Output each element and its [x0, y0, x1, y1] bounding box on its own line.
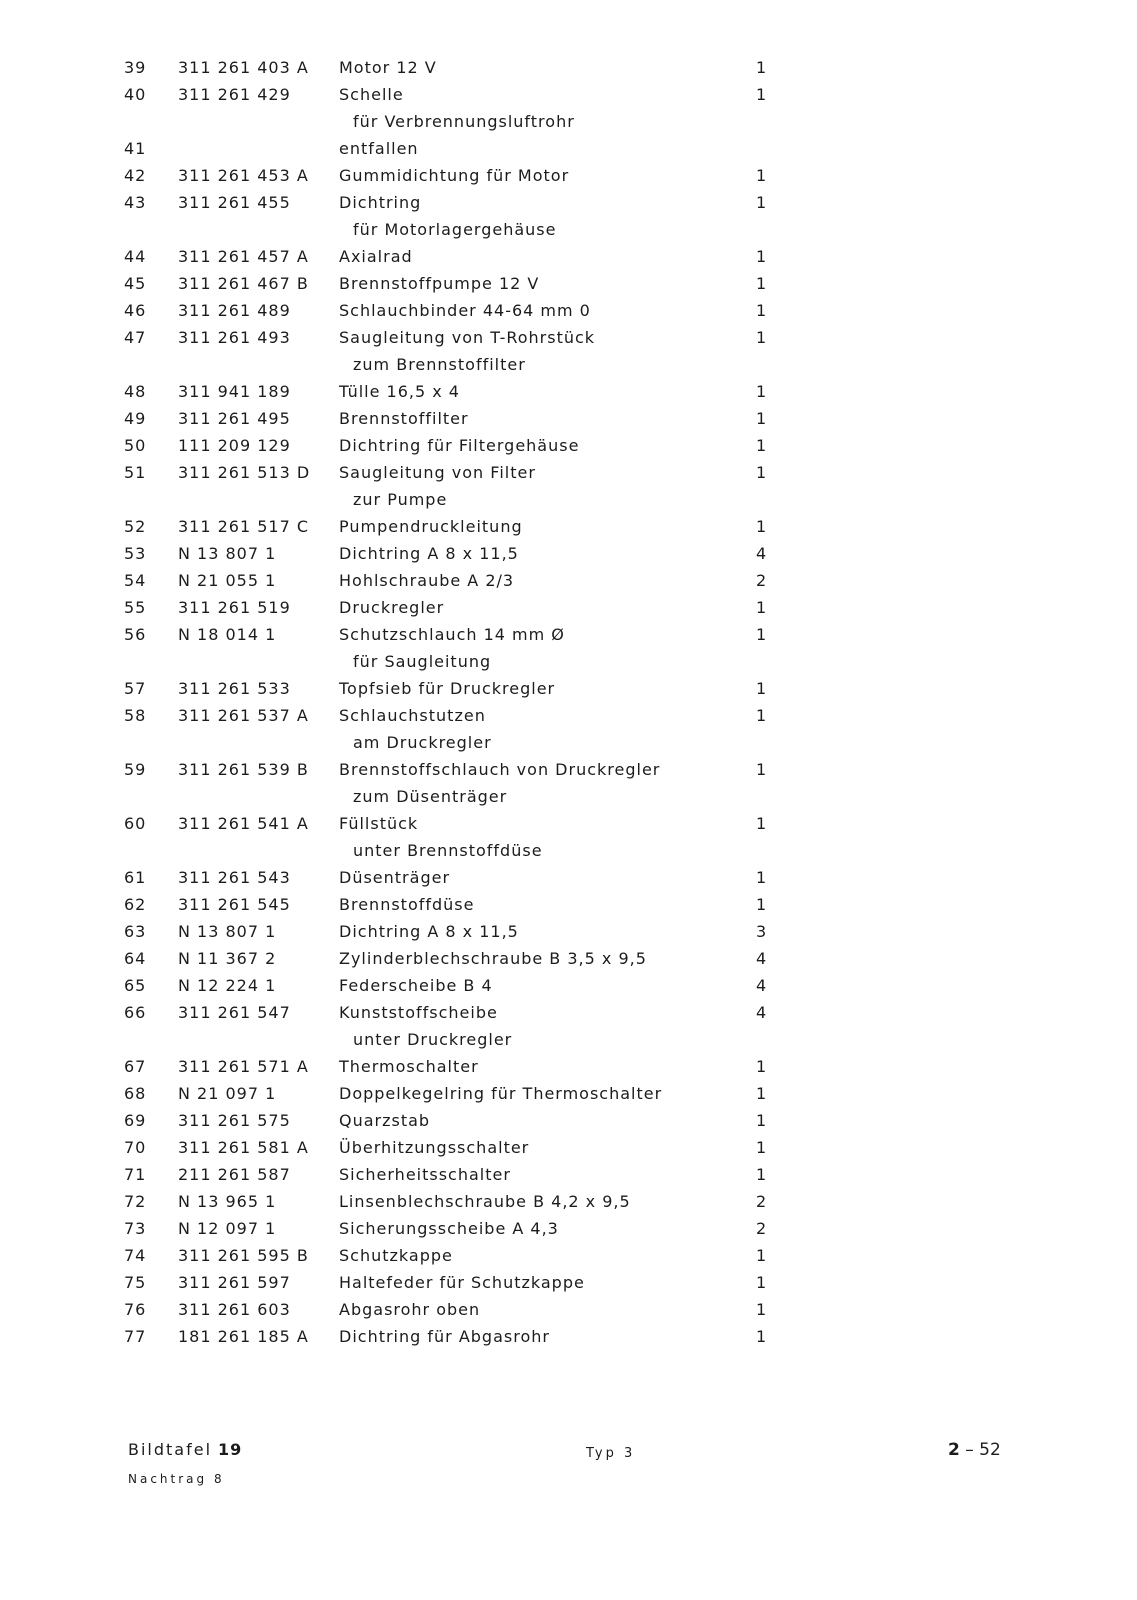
description: Haltefeder für Schutzkappe [339, 1273, 585, 1292]
quantity: 1 [756, 706, 768, 725]
description: zur Pumpe [353, 490, 448, 509]
plate-label: Bildtafel [128, 1440, 213, 1459]
list-item-continuation [0, 649, 1137, 676]
list-item [0, 1189, 1137, 1216]
position-number: 70 [124, 1138, 147, 1157]
list-item [0, 1243, 1137, 1270]
quantity: 2 [756, 1192, 768, 1211]
description: Düsenträger [339, 868, 451, 887]
description: Brennstoffilter [339, 409, 469, 428]
quantity: 1 [756, 85, 768, 104]
quantity: 1 [756, 895, 768, 914]
page-section: 2 [948, 1440, 960, 1460]
part-number: 311 261 513 D [178, 463, 311, 482]
position-number: 45 [124, 274, 147, 293]
list-item [0, 1324, 1137, 1351]
part-number: N 13 965 1 [178, 1192, 277, 1211]
list-item [0, 136, 1137, 163]
quantity: 1 [756, 301, 768, 320]
list-item [0, 514, 1137, 541]
part-number: 211 261 587 [178, 1165, 291, 1184]
list-item [0, 919, 1137, 946]
list-item [0, 703, 1137, 730]
list-item [0, 676, 1137, 703]
position-number: 59 [124, 760, 147, 779]
description: unter Brennstoffdüse [353, 841, 543, 860]
part-number: 311 261 533 [178, 679, 291, 698]
list-item [0, 595, 1137, 622]
position-number: 40 [124, 85, 147, 104]
part-number: 111 209 129 [178, 436, 291, 455]
part-number: 311 261 429 [178, 85, 291, 104]
type-label: Typ 3 [586, 1446, 636, 1461]
plate-number: 19 [218, 1440, 243, 1459]
list-item [0, 433, 1137, 460]
description: Pumpendruckleitung [339, 517, 523, 536]
quantity: 1 [756, 625, 768, 644]
page-dash: – [965, 1440, 974, 1460]
position-number: 63 [124, 922, 147, 941]
quantity: 1 [756, 1138, 768, 1157]
description: Saugleitung von T-Rohrstück [339, 328, 596, 347]
quantity: 4 [756, 949, 768, 968]
position-number: 68 [124, 1084, 147, 1103]
list-item [0, 1135, 1137, 1162]
description: Dichtring A 8 x 11,5 [339, 922, 519, 941]
part-number: 311 261 495 [178, 409, 291, 428]
position-number: 51 [124, 463, 147, 482]
quantity: 4 [756, 544, 768, 563]
quantity: 2 [756, 571, 768, 590]
quantity: 1 [756, 1084, 768, 1103]
quantity: 3 [756, 922, 768, 941]
description: Doppelkegelring für Thermoschalter [339, 1084, 663, 1103]
position-number: 42 [124, 166, 147, 185]
position-number: 49 [124, 409, 147, 428]
part-number: 311 261 453 A [178, 166, 309, 185]
list-item [0, 379, 1137, 406]
list-item [0, 271, 1137, 298]
part-number: 311 261 575 [178, 1111, 291, 1130]
position-number: 52 [124, 517, 147, 536]
position-number: 76 [124, 1300, 147, 1319]
part-number: 311 941 189 [178, 382, 291, 401]
description: Quarzstab [339, 1111, 431, 1130]
description: Dichtring A 8 x 11,5 [339, 544, 519, 563]
position-number: 46 [124, 301, 147, 320]
part-number: 311 261 539 B [178, 760, 309, 779]
description: Federscheibe B 4 [339, 976, 493, 995]
quantity: 1 [756, 58, 768, 77]
description: Abgasrohr oben [339, 1300, 481, 1319]
position-number: 64 [124, 949, 147, 968]
part-number: 181 261 185 A [178, 1327, 309, 1346]
quantity: 1 [756, 1111, 768, 1130]
position-number: 61 [124, 868, 147, 887]
list-item [0, 568, 1137, 595]
part-number: 311 261 603 [178, 1300, 291, 1319]
list-item [0, 1081, 1137, 1108]
part-number: 311 261 597 [178, 1273, 291, 1292]
list-item [0, 406, 1137, 433]
part-number: N 13 807 1 [178, 544, 277, 563]
position-number: 54 [124, 571, 147, 590]
list-item [0, 811, 1137, 838]
list-item [0, 325, 1137, 352]
part-number: N 12 224 1 [178, 976, 277, 995]
description: Gummidichtung für Motor [339, 166, 570, 185]
position-number: 66 [124, 1003, 147, 1022]
description: Dichtring [339, 193, 422, 212]
list-item-continuation [0, 838, 1137, 865]
quantity: 1 [756, 1327, 768, 1346]
list-item [0, 1054, 1137, 1081]
description: für Motorlagergehäuse [353, 220, 557, 239]
description: zum Brennstoffilter [353, 355, 526, 374]
list-item-continuation [0, 352, 1137, 379]
quantity: 1 [756, 1273, 768, 1292]
part-number: 311 261 403 A [178, 58, 309, 77]
page-number [948, 1440, 1001, 1460]
part-number: N 21 097 1 [178, 1084, 277, 1103]
list-item [0, 244, 1137, 271]
part-number: 311 261 519 [178, 598, 291, 617]
part-number: 311 261 489 [178, 301, 291, 320]
list-item-continuation [0, 109, 1137, 136]
part-number: N 12 097 1 [178, 1219, 277, 1238]
list-item [0, 946, 1137, 973]
position-number: 56 [124, 625, 147, 644]
position-number: 73 [124, 1219, 147, 1238]
description: Zylinderblechschraube B 3,5 x 9,5 [339, 949, 647, 968]
quantity: 1 [756, 1300, 768, 1319]
position-number: 50 [124, 436, 147, 455]
position-number: 69 [124, 1111, 147, 1130]
description: Brennstoffschlauch von Druckregler [339, 760, 661, 779]
description: Saugleitung von Filter [339, 463, 536, 482]
description: Schutzschlauch 14 mm Ø [339, 625, 565, 644]
position-number: 53 [124, 544, 147, 563]
description: Kunststoffscheibe [339, 1003, 498, 1022]
part-number: N 13 807 1 [178, 922, 277, 941]
quantity: 1 [756, 814, 768, 833]
plate-reference [128, 1440, 242, 1459]
part-number: N 11 367 2 [178, 949, 277, 968]
list-item [0, 55, 1137, 82]
quantity: 1 [756, 382, 768, 401]
description: Schelle [339, 85, 404, 104]
description: Motor 12 V [339, 58, 437, 77]
list-item [0, 757, 1137, 784]
quantity: 1 [756, 409, 768, 428]
quantity: 1 [756, 166, 768, 185]
position-number: 44 [124, 247, 147, 266]
quantity: 1 [756, 1165, 768, 1184]
description: Schlauchstutzen [339, 706, 486, 725]
position-number: 43 [124, 193, 147, 212]
quantity: 1 [756, 247, 768, 266]
description: Überhitzungsschalter [339, 1138, 530, 1157]
list-item [0, 892, 1137, 919]
list-item-continuation [0, 784, 1137, 811]
position-number: 77 [124, 1327, 147, 1346]
position-number: 47 [124, 328, 147, 347]
list-item [0, 1162, 1137, 1189]
part-number: 311 261 467 B [178, 274, 309, 293]
quantity: 1 [756, 868, 768, 887]
position-number: 41 [124, 139, 147, 158]
quantity: 1 [756, 274, 768, 293]
description: Dichtring für Filtergehäuse [339, 436, 580, 455]
part-number: 311 261 595 B [178, 1246, 309, 1265]
list-item [0, 1270, 1137, 1297]
parts-list [0, 55, 1137, 1351]
description: Sicherungsscheibe A 4,3 [339, 1219, 559, 1238]
part-number: 311 261 571 A [178, 1057, 309, 1076]
list-item [0, 460, 1137, 487]
part-number: 311 261 543 [178, 868, 291, 887]
position-number: 58 [124, 706, 147, 725]
list-item-continuation [0, 487, 1137, 514]
list-item [0, 298, 1137, 325]
description: Dichtring für Abgasrohr [339, 1327, 550, 1346]
list-item [0, 865, 1137, 892]
quantity: 1 [756, 1246, 768, 1265]
description: unter Druckregler [353, 1030, 513, 1049]
quantity: 1 [756, 598, 768, 617]
description: Brennstoffdüse [339, 895, 475, 914]
part-number: N 18 014 1 [178, 625, 277, 644]
description: Hohlschraube A 2/3 [339, 571, 515, 590]
list-item [0, 622, 1137, 649]
quantity: 1 [756, 679, 768, 698]
description: Axialrad [339, 247, 413, 266]
position-number: 60 [124, 814, 147, 833]
quantity: 1 [756, 517, 768, 536]
position-number: 65 [124, 976, 147, 995]
description: für Verbrennungsluftrohr [353, 112, 575, 131]
supplement-label: Nachtrag 8 [128, 1472, 225, 1486]
description: Tülle 16,5 x 4 [339, 382, 460, 401]
position-number: 72 [124, 1192, 147, 1211]
part-number: 311 261 581 A [178, 1138, 309, 1157]
position-number: 67 [124, 1057, 147, 1076]
description: Thermoschalter [339, 1057, 479, 1076]
description: Sicherheitsschalter [339, 1165, 511, 1184]
list-item [0, 541, 1137, 568]
description: am Druckregler [353, 733, 492, 752]
description: Schutzkappe [339, 1246, 453, 1265]
description: Druckregler [339, 598, 445, 617]
page-number-value: 52 [979, 1440, 1001, 1460]
description: Brennstoffpumpe 12 V [339, 274, 540, 293]
list-item [0, 973, 1137, 1000]
list-item-continuation [0, 730, 1137, 757]
part-number: 311 261 493 [178, 328, 291, 347]
description: Füllstück [339, 814, 419, 833]
list-item [0, 163, 1137, 190]
list-item [0, 1297, 1137, 1324]
part-number: 311 261 547 [178, 1003, 291, 1022]
position-number: 57 [124, 679, 147, 698]
list-item [0, 1000, 1137, 1027]
list-item [0, 1216, 1137, 1243]
position-number: 39 [124, 58, 147, 77]
description: für Saugleitung [353, 652, 492, 671]
quantity: 1 [756, 193, 768, 212]
list-item-continuation [0, 217, 1137, 244]
part-number: 311 261 541 A [178, 814, 309, 833]
quantity: 4 [756, 976, 768, 995]
position-number: 74 [124, 1246, 147, 1265]
part-number: 311 261 455 [178, 193, 291, 212]
part-number: 311 261 457 A [178, 247, 309, 266]
description: entfallen [339, 139, 419, 158]
part-number: 311 261 537 A [178, 706, 309, 725]
position-number: 48 [124, 382, 147, 401]
description: Linsenblechschraube B 4,2 x 9,5 [339, 1192, 631, 1211]
quantity: 1 [756, 328, 768, 347]
quantity: 4 [756, 1003, 768, 1022]
position-number: 75 [124, 1273, 147, 1292]
quantity: 1 [756, 760, 768, 779]
position-number: 71 [124, 1165, 147, 1184]
description: Topfsieb für Druckregler [339, 679, 556, 698]
part-number: N 21 055 1 [178, 571, 277, 590]
description: Schlauchbinder 44-64 mm 0 [339, 301, 591, 320]
list-item-continuation [0, 1027, 1137, 1054]
quantity: 2 [756, 1219, 768, 1238]
list-item [0, 190, 1137, 217]
part-number: 311 261 545 [178, 895, 291, 914]
quantity: 1 [756, 463, 768, 482]
quantity: 1 [756, 1057, 768, 1076]
quantity: 1 [756, 436, 768, 455]
position-number: 55 [124, 598, 147, 617]
list-item [0, 82, 1137, 109]
part-number: 311 261 517 C [178, 517, 310, 536]
description: zum Düsenträger [353, 787, 508, 806]
list-item [0, 1108, 1137, 1135]
position-number: 62 [124, 895, 147, 914]
